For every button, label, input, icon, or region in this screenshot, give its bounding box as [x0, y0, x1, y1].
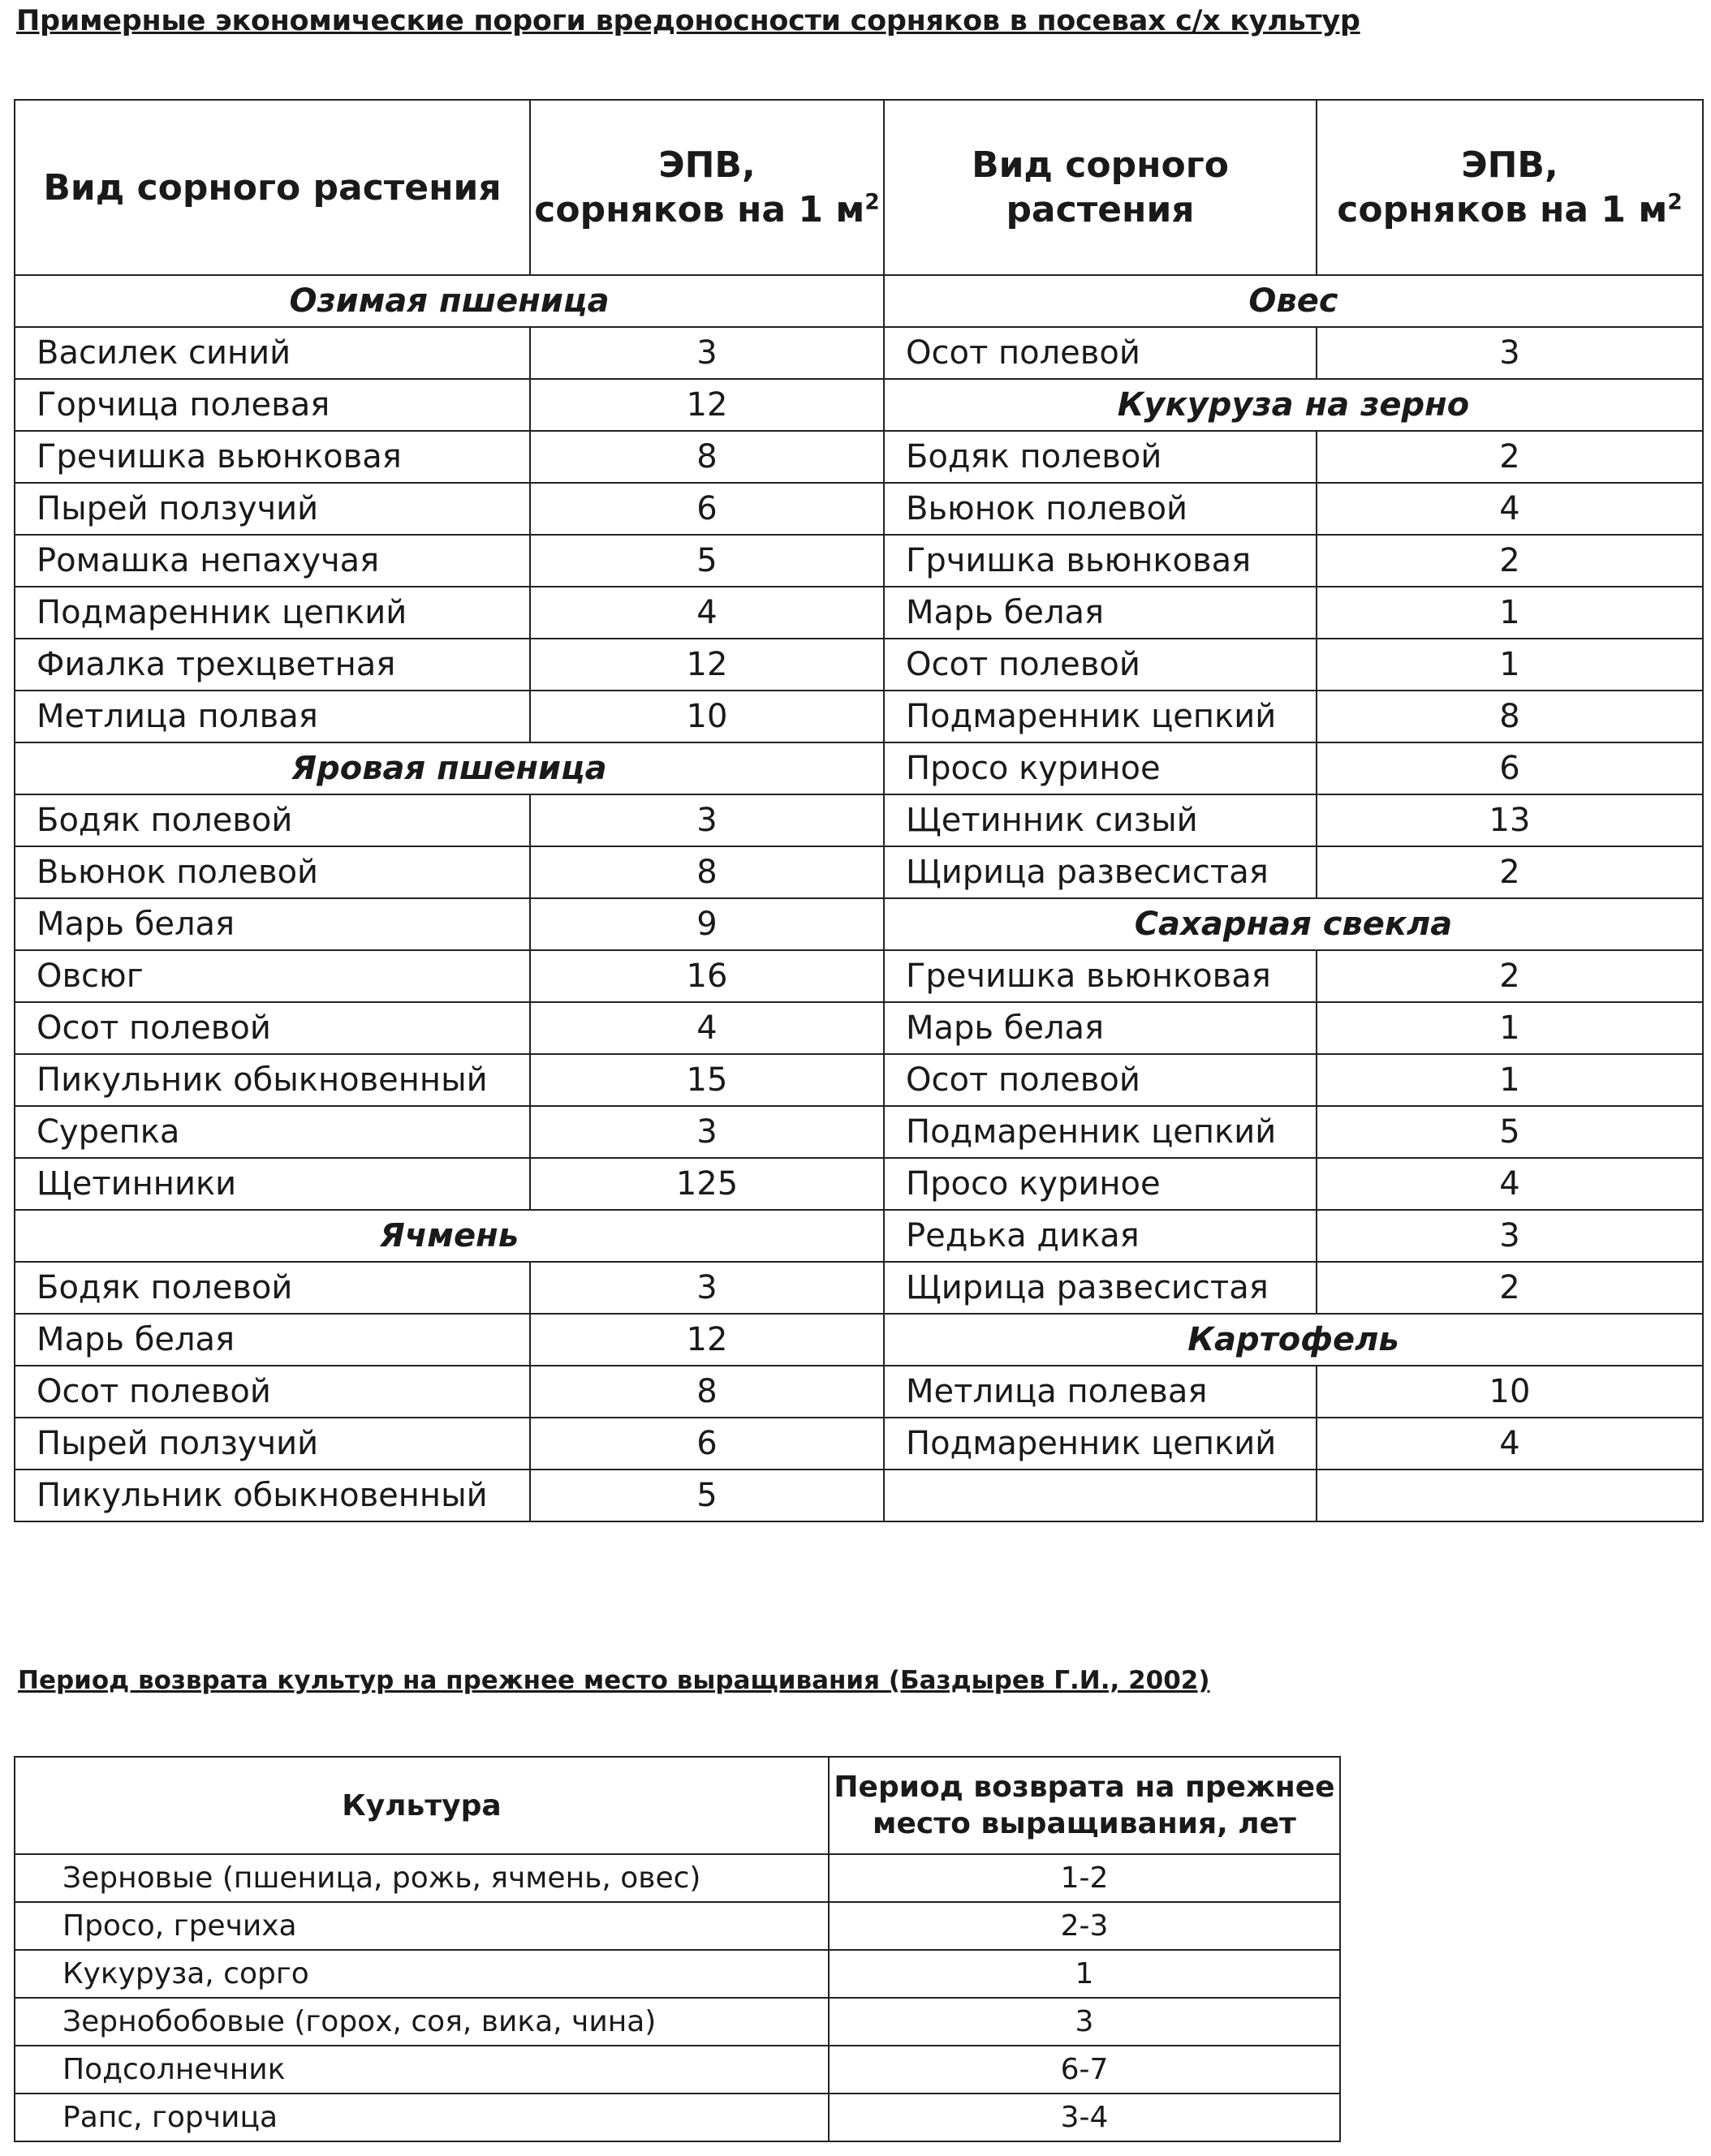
threshold-value-cell: 1	[1317, 587, 1703, 639]
weed-name-cell: Овсюг	[15, 950, 530, 1002]
weed-name-cell: Василек синий	[15, 327, 530, 379]
column-header-species	[15, 100, 530, 275]
weed-name-cell: Бодяк полевой	[884, 431, 1317, 483]
column-header-threshold-line2: сорняков на 1 м	[1337, 189, 1668, 230]
weed-name-cell: Подмаренник цепкий	[884, 1418, 1317, 1470]
weed-name-cell: Подмаренник цепкий	[15, 587, 530, 639]
table-row	[15, 1314, 1703, 1366]
weed-table-header-row	[15, 100, 1703, 275]
weed-name-cell: Фиалка трехцветная	[15, 639, 530, 691]
table-row	[15, 275, 1703, 327]
crop-section-header: Ячмень	[15, 1210, 884, 1262]
crop-section-header: Картофель	[884, 1314, 1703, 1366]
table-row	[15, 2046, 1340, 2094]
weed-name-cell: Щетинники	[15, 1158, 530, 1210]
column-header-threshold-sup: 2	[864, 189, 880, 215]
weed-name-cell: Осот полевой	[884, 1054, 1317, 1106]
weed-name-cell: Гречишка вьюнковая	[15, 431, 530, 483]
threshold-value-cell: 10	[530, 691, 884, 742]
weed-name-cell: Подмаренник цепкий	[884, 691, 1317, 742]
threshold-value-cell: 10	[1317, 1366, 1703, 1418]
threshold-value-cell: 3	[530, 1106, 884, 1158]
weed-name-cell: Щирица развесистая	[884, 846, 1317, 898]
threshold-value-cell: 6	[530, 483, 884, 535]
weed-name-cell: Ромашка непахучая	[15, 535, 530, 587]
threshold-value-cell: 6	[530, 1418, 884, 1470]
crop-section-header: Сахарная свекла	[884, 898, 1703, 950]
column-header-species-text: Вид сорного растения	[972, 144, 1229, 230]
column-header-threshold-sup: 2	[1667, 189, 1683, 215]
table-row	[15, 1854, 1340, 1902]
threshold-value-cell: 8	[530, 846, 884, 898]
column-header-threshold	[1317, 100, 1703, 275]
column-header-threshold-line1: ЭПВ,	[1461, 144, 1558, 186]
threshold-value-cell: 4	[530, 1002, 884, 1054]
table-row	[15, 379, 1703, 431]
table-row	[15, 1002, 1703, 1054]
crop-name-cell: Кукуруза, сорго	[15, 1950, 829, 1998]
threshold-value-cell	[1317, 1470, 1703, 1521]
weed-name-cell: Гречишка вьюнковая	[884, 950, 1317, 1002]
weed-name-cell: Пикульник обыкновенный	[15, 1054, 530, 1106]
weed-name-cell: Метлица полевая	[884, 1366, 1317, 1418]
threshold-value-cell: 3	[530, 1262, 884, 1314]
weed-name-cell: Подмаренник цепкий	[884, 1106, 1317, 1158]
table-row	[15, 587, 1703, 639]
threshold-value-cell: 12	[530, 639, 884, 691]
threshold-value-cell: 5	[530, 1470, 884, 1521]
weed-name-cell: Пырей ползучий	[15, 483, 530, 535]
column-header-crop: Культура	[15, 1757, 829, 1854]
return-period-cell: 2-3	[829, 1902, 1340, 1950]
table-row	[15, 898, 1703, 950]
weed-threshold-table	[14, 99, 1704, 1522]
column-header-species-text: Вид сорного растения	[43, 166, 502, 209]
weed-name-cell: Щетинник сизый	[884, 794, 1317, 846]
table-row	[15, 1106, 1703, 1158]
weed-name-cell: Пырей ползучий	[15, 1418, 530, 1470]
table-row	[15, 639, 1703, 691]
threshold-value-cell: 8	[530, 431, 884, 483]
crop-rotation-table	[14, 1756, 1341, 2142]
table-row	[15, 483, 1703, 535]
weed-name-cell: Метлица полвая	[15, 691, 530, 742]
table-row	[15, 431, 1703, 483]
table-row	[15, 1470, 1703, 1521]
column-header-period-line2: место выращивания, лет	[873, 1807, 1296, 1840]
crop-section-header: Овес	[884, 275, 1703, 327]
return-period-cell: 1-2	[829, 1854, 1340, 1902]
threshold-value-cell: 5	[530, 535, 884, 587]
table-row	[15, 1418, 1703, 1470]
table-row	[15, 691, 1703, 742]
table-row	[15, 742, 1703, 794]
table-row	[15, 535, 1703, 587]
threshold-value-cell: 4	[1317, 1158, 1703, 1210]
table-row	[15, 1950, 1340, 1998]
weed-name-cell: Пикульник обыкновенный	[15, 1470, 530, 1521]
table-row	[15, 846, 1703, 898]
threshold-value-cell: 1	[1317, 1054, 1703, 1106]
threshold-value-cell: 6	[1317, 742, 1703, 794]
table-row	[15, 2094, 1340, 2141]
weed-name-cell: Просо куриное	[884, 1158, 1317, 1210]
threshold-value-cell: 9	[530, 898, 884, 950]
column-header-threshold-line2: сорняков на 1 м	[534, 189, 865, 230]
threshold-value-cell: 16	[530, 950, 884, 1002]
crop-name-cell: Рапс, горчица	[15, 2094, 829, 2141]
weed-name-cell: Марь белая	[15, 1314, 530, 1366]
weed-name-cell: Горчица полевая	[15, 379, 530, 431]
threshold-value-cell: 8	[530, 1366, 884, 1418]
weed-name-cell: Марь белая	[884, 587, 1317, 639]
weed-name-cell	[884, 1470, 1317, 1521]
weed-name-cell: Осот полевой	[15, 1002, 530, 1054]
threshold-value-cell: 5	[1317, 1106, 1703, 1158]
weed-name-cell: Осот полевой	[15, 1366, 530, 1418]
weed-name-cell: Сурепка	[15, 1106, 530, 1158]
return-period-cell: 3	[829, 1998, 1340, 2046]
table-row	[15, 1054, 1703, 1106]
threshold-value-cell: 1	[1317, 1002, 1703, 1054]
threshold-value-cell: 8	[1317, 691, 1703, 742]
rotation-title: Период возврата культур на прежнее место выращивания (Баздырев Г.И., 2002)	[18, 1666, 1210, 1695]
weed-name-cell: Редька дикая	[884, 1210, 1317, 1262]
rotation-table-body	[15, 1854, 1340, 2141]
table-row	[15, 950, 1703, 1002]
threshold-value-cell: 4	[1317, 1418, 1703, 1470]
threshold-value-cell: 4	[1317, 483, 1703, 535]
weed-name-cell: Марь белая	[15, 898, 530, 950]
threshold-value-cell: 2	[1317, 535, 1703, 587]
crop-section-header: Озимая пшеница	[15, 275, 884, 327]
crop-section-header: Кукуруза на зерно	[884, 379, 1703, 431]
threshold-value-cell: 3	[530, 327, 884, 379]
table-row	[15, 1998, 1340, 2046]
threshold-value-cell: 12	[530, 379, 884, 431]
table-row	[15, 1262, 1703, 1314]
table-row	[15, 1366, 1703, 1418]
threshold-value-cell: 3	[530, 794, 884, 846]
table-row	[15, 1210, 1703, 1262]
table-row	[15, 794, 1703, 846]
threshold-value-cell: 2	[1317, 1262, 1703, 1314]
threshold-value-cell: 125	[530, 1158, 884, 1210]
crop-section-header: Яровая пшеница	[15, 742, 884, 794]
threshold-value-cell: 2	[1317, 846, 1703, 898]
column-header-species	[884, 100, 1317, 275]
threshold-value-cell: 12	[530, 1314, 884, 1366]
crop-name-cell: Подсолнечник	[15, 2046, 829, 2094]
weed-name-cell: Грчишка вьюнковая	[884, 535, 1317, 587]
weed-name-cell: Бодяк полевой	[15, 794, 530, 846]
weed-name-cell: Осот полевой	[884, 639, 1317, 691]
table-row	[15, 1158, 1703, 1210]
column-header-period-line1: Период возврата на прежнее	[834, 1771, 1335, 1804]
threshold-value-cell: 2	[1317, 431, 1703, 483]
weed-table-body	[15, 275, 1703, 1521]
return-period-cell: 6-7	[829, 2046, 1340, 2094]
crop-name-cell: Зерновые (пшеница, рожь, ячмень, овес)	[15, 1854, 829, 1902]
threshold-value-cell: 1	[1317, 639, 1703, 691]
table-row	[15, 1902, 1340, 1950]
document-title: Примерные экономические пороги вредоносности сорняков в посевах с/х культур	[16, 5, 1360, 37]
crop-name-cell: Зернобобовые (горох, соя, вика, чина)	[15, 1998, 829, 2046]
weed-name-cell: Вьюнок полевой	[884, 483, 1317, 535]
threshold-value-cell: 3	[1317, 327, 1703, 379]
weed-name-cell: Бодяк полевой	[15, 1262, 530, 1314]
column-header-threshold-line1: ЭПВ,	[658, 144, 756, 186]
return-period-cell: 1	[829, 1950, 1340, 1998]
threshold-value-cell: 13	[1317, 794, 1703, 846]
rotation-table-header-row	[15, 1757, 1340, 1854]
threshold-value-cell: 15	[530, 1054, 884, 1106]
column-header-threshold	[530, 100, 884, 275]
return-period-cell: 3-4	[829, 2094, 1340, 2141]
weed-name-cell: Осот полевой	[884, 327, 1317, 379]
table-row	[15, 327, 1703, 379]
threshold-value-cell: 4	[530, 587, 884, 639]
column-header-period	[829, 1757, 1340, 1854]
weed-name-cell: Щирица развесистая	[884, 1262, 1317, 1314]
weed-name-cell: Вьюнок полевой	[15, 846, 530, 898]
weed-name-cell: Просо куриное	[884, 742, 1317, 794]
threshold-value-cell: 3	[1317, 1210, 1703, 1262]
threshold-value-cell: 2	[1317, 950, 1703, 1002]
crop-name-cell: Просо, гречиха	[15, 1902, 829, 1950]
weed-name-cell: Марь белая	[884, 1002, 1317, 1054]
